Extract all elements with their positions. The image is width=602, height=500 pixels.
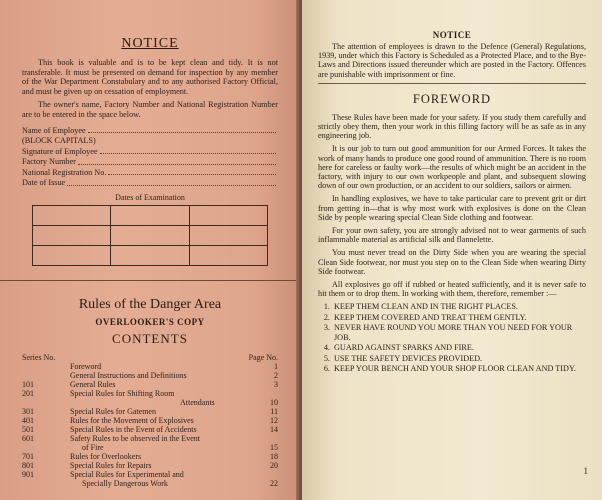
toc-page: 18 — [270, 451, 278, 461]
toc-row — [22, 380, 278, 389]
toc-title: Special Rules for Shifting Room — [70, 388, 175, 398]
foreword-paragraph-3: In handling explosives, we have to take particular care to prevent grit or dirt from getting in—that is why most work with explosives is done on the Clean Side by people wearing special Clean Side clothing and footwear. — [318, 194, 586, 222]
toc-series: 801 — [22, 460, 34, 470]
overlookers-copy-label: OVERLOOKER'S COPY — [95, 316, 205, 327]
toc-title: Foreword — [70, 361, 102, 371]
foreword-paragraph-6: All explosives go off if rubbed or heated sufficiently, and it is never safe to hit them or to drop them. In working with them, therefore, remember :— — [318, 280, 586, 299]
toc-title: General Rules — [70, 379, 116, 389]
toc-title: Special Rules in the Event of Accidents — [70, 424, 197, 434]
toc-row — [22, 389, 278, 398]
toc-page: 20 — [270, 460, 278, 470]
owner-form — [22, 126, 278, 189]
toc-page: 2 — [274, 370, 278, 380]
right-notice-text: The attention of employees is drawn to the Defence (General) Regulations, 1939, under which this Factory is Scheduled as a Protected Place, and to the Bye-Laws and Directions issued thereunder which are posted in the Factory. Offences are punishable with imprisonment or fine. — [318, 42, 586, 79]
safety-rules-list — [318, 302, 586, 374]
dates-of-examination-table — [32, 205, 268, 266]
toc-series: 301 — [22, 406, 34, 416]
toc-list — [22, 362, 278, 488]
form-field-block-capitals: (BLOCK CAPITALS) — [22, 136, 96, 146]
toc-page: 3 — [274, 379, 278, 389]
toc-row — [22, 470, 278, 479]
toc-series: 501 — [22, 424, 34, 434]
toc-title: General Instructions and Definitions — [70, 370, 187, 380]
toc-title: Rules for the Movement of Explosives — [70, 415, 194, 425]
right-notice-title: NOTICE — [432, 30, 472, 40]
toc-row — [22, 434, 278, 443]
foreword-title: FOREWORD — [412, 91, 492, 106]
safety-rule: 3. NEVER HAVE ROUND YOU MORE THAN YOU NEED FOR YOUR JOB. — [332, 323, 586, 342]
notice-title: NOTICE — [121, 36, 179, 51]
toc-page — [260, 434, 278, 443]
toc-row — [22, 362, 278, 371]
toc-page — [260, 470, 278, 479]
toc-title: Specially Dangerous Work — [82, 478, 168, 488]
toc-series — [22, 443, 70, 452]
page-divider — [0, 280, 300, 281]
toc-page: 1 — [274, 361, 278, 371]
foreword-paragraph-5: You must never tread on the Dirty Side when you are wearing the special Clean Side footwear, nor must you step on to the Clean Side when wearing Dirty Side footwear. — [318, 248, 586, 276]
notice-rule — [318, 83, 586, 84]
toc-page: 11 — [270, 406, 278, 416]
toc-series: 701 — [22, 451, 34, 461]
toc-page: 15 — [270, 442, 278, 452]
toc-series — [22, 371, 70, 380]
toc-header-page: Page No. — [248, 352, 278, 362]
toc-page: 22 — [270, 478, 278, 488]
form-field-registration-number: National Registration No. — [22, 168, 278, 179]
safety-rule: 1. KEEP THEM CLEAN AND IN THE RIGHT PLACES. — [332, 302, 586, 312]
form-field-date-of-issue: Date of Issue — [22, 178, 278, 189]
foreword-paragraph-2: It is our job to turn out good ammunition for our Armed Forces. It takes the work of many hands to produce one good round of ammunition. There is no room here for careless or faulty work—the results of which might be an accident in the factory, with injury to our own workpeople and plant, and subsequent slowing down of our own production, or an accident to our soldiers, sailors or airmen. — [318, 144, 586, 191]
safety-rule: 5. USE THE SAFETY DEVICES PROVIDED. — [332, 354, 586, 364]
toc-row — [22, 479, 278, 488]
toc-header — [22, 353, 278, 362]
page-number: 1 — [583, 466, 588, 476]
toc-row — [22, 461, 278, 470]
toc-series — [22, 398, 70, 407]
foreword-paragraph-1: These Rules have been made for your safety. If you study them carefully and strictly obey them, then your work in this filling factory will be as safe as in any engineering job. — [318, 112, 586, 141]
toc-title: Rules for Overlookers — [70, 451, 142, 461]
notice-paragraph-2: The owner's name, Factory Number and National Registration Number are to be entered in the space below. — [22, 100, 278, 119]
toc-row — [22, 452, 278, 461]
toc-series: 101 — [22, 379, 34, 389]
toc-series — [22, 479, 70, 488]
toc-series — [22, 362, 70, 371]
left-page — [0, 0, 300, 500]
toc-title: of Fire — [82, 442, 104, 452]
safety-rule: 6. KEEP YOUR BENCH AND YOUR SHOP FLOOR CLEAN AND TIDY. — [332, 364, 586, 374]
toc-row — [22, 443, 278, 452]
toc-row — [22, 416, 278, 425]
toc-series: 901 — [22, 469, 34, 479]
toc-row — [22, 371, 278, 380]
dates-of-examination-label: Dates of Examination — [115, 192, 185, 202]
safety-rule: 2. KEEP THEM COVERED AND TREAT THEM GENTLY. — [332, 313, 586, 323]
toc-page: 14 — [270, 424, 278, 434]
form-field-factory-number: Factory Number — [22, 157, 278, 168]
toc-title: Special Rules for Gatemen — [70, 406, 156, 416]
toc-title: Attendants — [180, 397, 215, 407]
toc-title: Special Rules for Experimental and — [70, 469, 184, 479]
form-field-signature: Signature of Employee — [22, 147, 278, 158]
toc-row — [22, 407, 278, 416]
rules-title: Rules of the Danger Area — [78, 296, 222, 312]
toc-page: 10 — [270, 397, 278, 407]
toc-header-series: Series No. — [22, 352, 56, 362]
notice-paragraph-1: This book is valuable and is to be kept clean and tidy. It is not transferable. It must be presented on demand for inspection by any member of the War Department Constabulary and to any authorised Factory Official, and must be given up on cessation of employment. — [22, 58, 278, 96]
toc-series: 601 — [22, 433, 34, 443]
toc-title: Safety Rules to be observed in the Event — [70, 433, 200, 443]
toc-row — [22, 398, 278, 407]
foreword-paragraph-4: For your own safety, you are strongly advised not to wear garments of such inflammable material as artificial silk and flannelette. — [318, 226, 586, 245]
safety-rule: 4. GUARD AGAINST SPARKS AND FIRE. — [332, 343, 586, 353]
toc-series: 401 — [22, 415, 34, 425]
toc-row — [22, 425, 278, 434]
right-page — [302, 0, 602, 500]
toc-title: Special Rules for Repairs — [70, 460, 152, 470]
form-field-name: Name of Employee — [22, 126, 278, 137]
toc-page: 12 — [270, 415, 278, 425]
toc-page — [260, 389, 278, 398]
contents-title: CONTENTS — [112, 330, 188, 346]
toc-series: 201 — [22, 388, 34, 398]
